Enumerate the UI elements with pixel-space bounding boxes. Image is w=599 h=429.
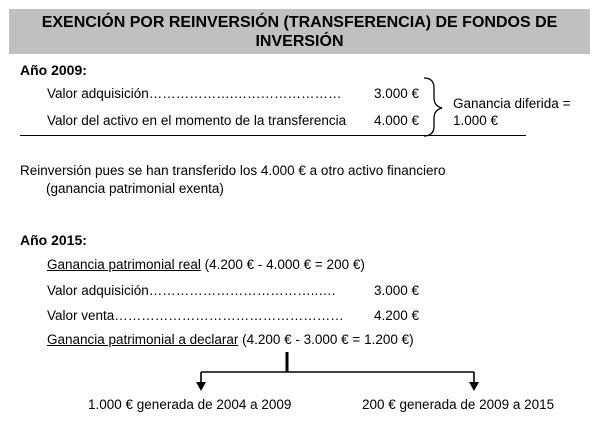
arrow-down-icon — [469, 382, 479, 391]
split-right-label: 200 € generada de 2009 a 2015 — [362, 397, 555, 412]
transfer-value-amount: 4.000 € — [374, 113, 420, 128]
transfer-value-label: Valor del activo en el momento de la transferencia — [47, 113, 347, 128]
reinvestment-line-2: (ganancia patrimonial exenta) — [46, 181, 224, 196]
title-line-1: EXENCIÓN POR REINVERSIÓN (TRANSFERENCIA) DE FONDOS DE — [41, 13, 558, 31]
real-gain-label: Ganancia patrimonial real — [47, 257, 201, 272]
acquisition-label-2009: Valor adquisición……………….…………………… — [47, 86, 342, 101]
deferred-gain-line-1: Ganancia diferida = — [453, 96, 571, 111]
acquisition-label-2015: Valor adquisición………………………………..…. — [47, 283, 336, 298]
sale-value-label: Valor venta…………………………………………… — [47, 308, 344, 323]
split-left-label: 1.000 € generada de 2004 a 2009 — [88, 397, 292, 412]
title-line-2: INVERSIÓN — [255, 32, 344, 50]
declare-gain-calculation: (4.200 € - 3.000 € = 1.200 €) — [238, 332, 414, 347]
reinvestment-line-1: Reinversión pues se han transferido los 4.000 € a otro activo financiero — [20, 163, 446, 178]
deferred-gain-line-2: 1.000 € — [453, 113, 499, 128]
real-gain-calculation: (4.200 € - 4.000 € = 200 €) — [200, 257, 365, 272]
acquisition-value-2015: 3.000 € — [374, 283, 420, 298]
arrow-down-icon — [196, 382, 206, 391]
year-2015-heading: Año 2015: — [20, 232, 87, 248]
declare-gain-label: Ganancia patrimonial a declarar — [47, 332, 239, 347]
curly-brace — [424, 78, 442, 136]
sale-value-amount: 4.200 € — [374, 308, 420, 323]
year-2009-heading: Año 2009: — [20, 62, 87, 78]
acquisition-value-2009: 3.000 € — [374, 86, 420, 101]
